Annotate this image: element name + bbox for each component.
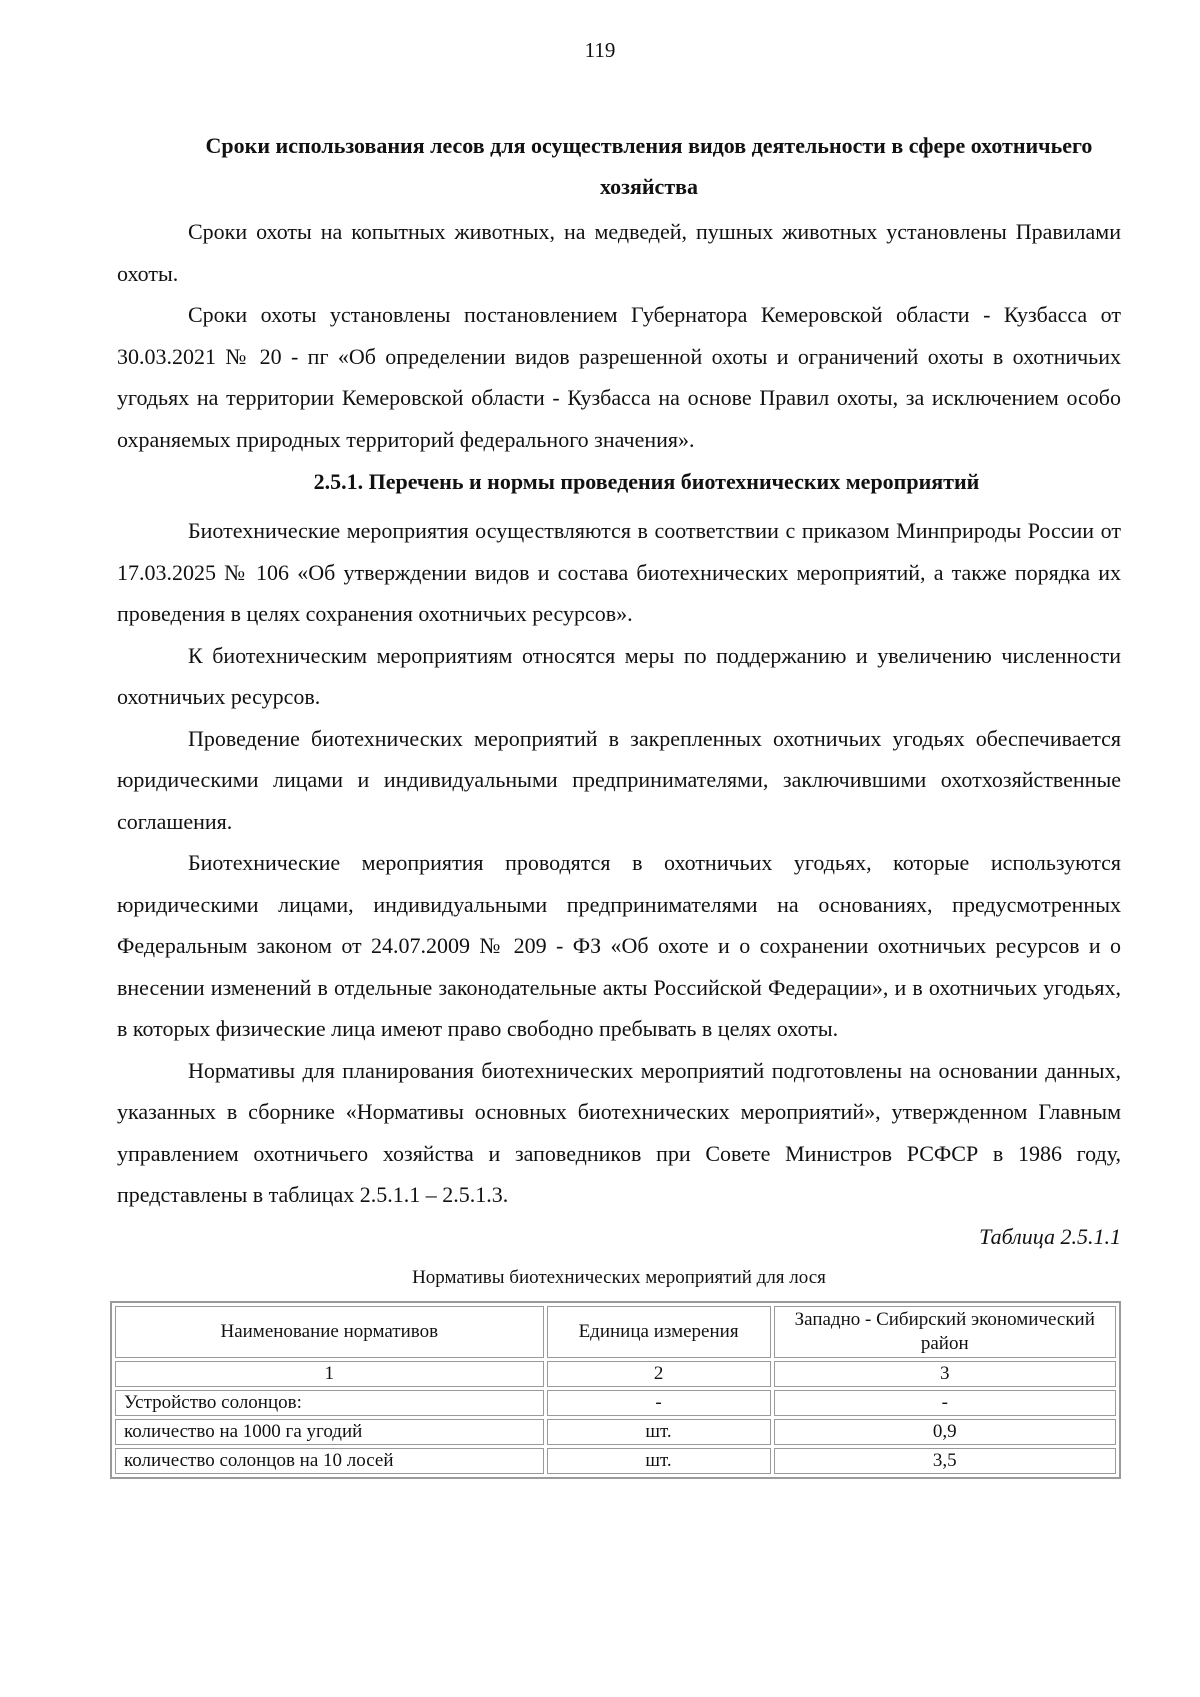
paragraph: Проведение биотехнических мероприятий в закрепленных охотничьих угодьях обеспечивается юридическими лицами и индивидуальными предпринимателями, заключившими охотхозяйственные соглашения. <box>117 725 1121 834</box>
norms-table <box>110 1301 1121 1479</box>
paragraph: Биотехнические мероприятия осуществляются в соответствии с приказом Минприроды России от 17.03.2025 № 106 «Об утверждении видов и состава биотехнических мероприятий, а также порядка их проведения в целях сохранения охотничьих ресурсов». <box>117 518 1121 626</box>
table-cell: Устройство солонцов: <box>115 1390 544 1416</box>
page-number: 119 <box>584 38 616 62</box>
table-cell: шт. <box>547 1448 771 1474</box>
table-cell: - <box>547 1390 771 1416</box>
table-column-number-row <box>115 1361 1116 1387</box>
table-header-cell: Западно - Сибирский экономический район <box>774 1306 1116 1358</box>
paragraph: Сроки охоты на копытных животных, на медведей, пушных животных установлены Правилами охоты. <box>117 219 1121 286</box>
table-header-cell: Единица измерения <box>547 1306 771 1358</box>
section-heading: Сроки использования лесов для осуществления видов деятельности в сфере охотничьего хозяйства <box>205 133 1093 199</box>
paragraph: Биотехнические мероприятия проводятся в охотничьих угодьях, которые используются юридическими лицами, индивидуальными предпринимателями на основаниях, предусмотренных Федеральным законом от 24.07.2009 № 209 - ФЗ «Об охоте и о сохранении охотничьих ресурсов и о внесении изменений в отдельные законодательные акты Российской Федерации», и в охотничьих угодьях, в которых физические лица имеют право свободно пребывать в целях охоты. <box>117 850 1121 1041</box>
table-header-cell: Наименование нормативов <box>115 1306 544 1358</box>
subsection-heading: 2.5.1. Перечень и нормы проведения биотехнических мероприятий <box>313 469 980 494</box>
table-row <box>115 1448 1116 1474</box>
table-cell: - <box>774 1390 1116 1416</box>
table-cell: количество на 1000 га угодий <box>115 1419 544 1445</box>
table-cell: шт. <box>547 1419 771 1445</box>
table-cell: 0,9 <box>774 1419 1116 1445</box>
table-row <box>115 1419 1116 1445</box>
paragraph: Нормативы для планирования биотехнических мероприятий подготовлены на основании данных, указанных в сборнике «Нормативы основных биотехнических мероприятий», утвержденном Главным управлением охотничьего хозяйства и заповедников при Совете Министров РСФСР в 1986 году, представлены в таблицах 2.5.1.1 – 2.5.1.3. <box>117 1057 1121 1207</box>
table-title: Нормативы биотехнических мероприятий для лося <box>412 1266 826 1288</box>
paragraph: Сроки охоты установлены постановлением Губернатора Кемеровской области - Кузбасса от 30.03.2021 № 20 - пг «Об определении видов разрешенной охоты и ограничений охоты в охотничьих угодьях на территории Кемеровской области - Кузбасса на основе Правил охоты, за исключением особо охраняемых природных территорий федерального значения». <box>117 302 1121 452</box>
document-body <box>117 125 1121 1479</box>
table-cell: 1 <box>115 1361 544 1387</box>
table-cell: 2 <box>547 1361 771 1387</box>
table-cell: 3 <box>774 1361 1116 1387</box>
table-cell: 3,5 <box>774 1448 1116 1474</box>
table-cell: количество солонцов на 10 лосей <box>115 1448 544 1474</box>
table-header-row <box>115 1306 1116 1358</box>
table-row <box>115 1390 1116 1416</box>
paragraph: К биотехническим мероприятиям относятся меры по поддержанию и увеличению численности охотничьих ресурсов. <box>117 642 1121 709</box>
table-label: Таблица 2.5.1.1 <box>979 1223 1121 1249</box>
